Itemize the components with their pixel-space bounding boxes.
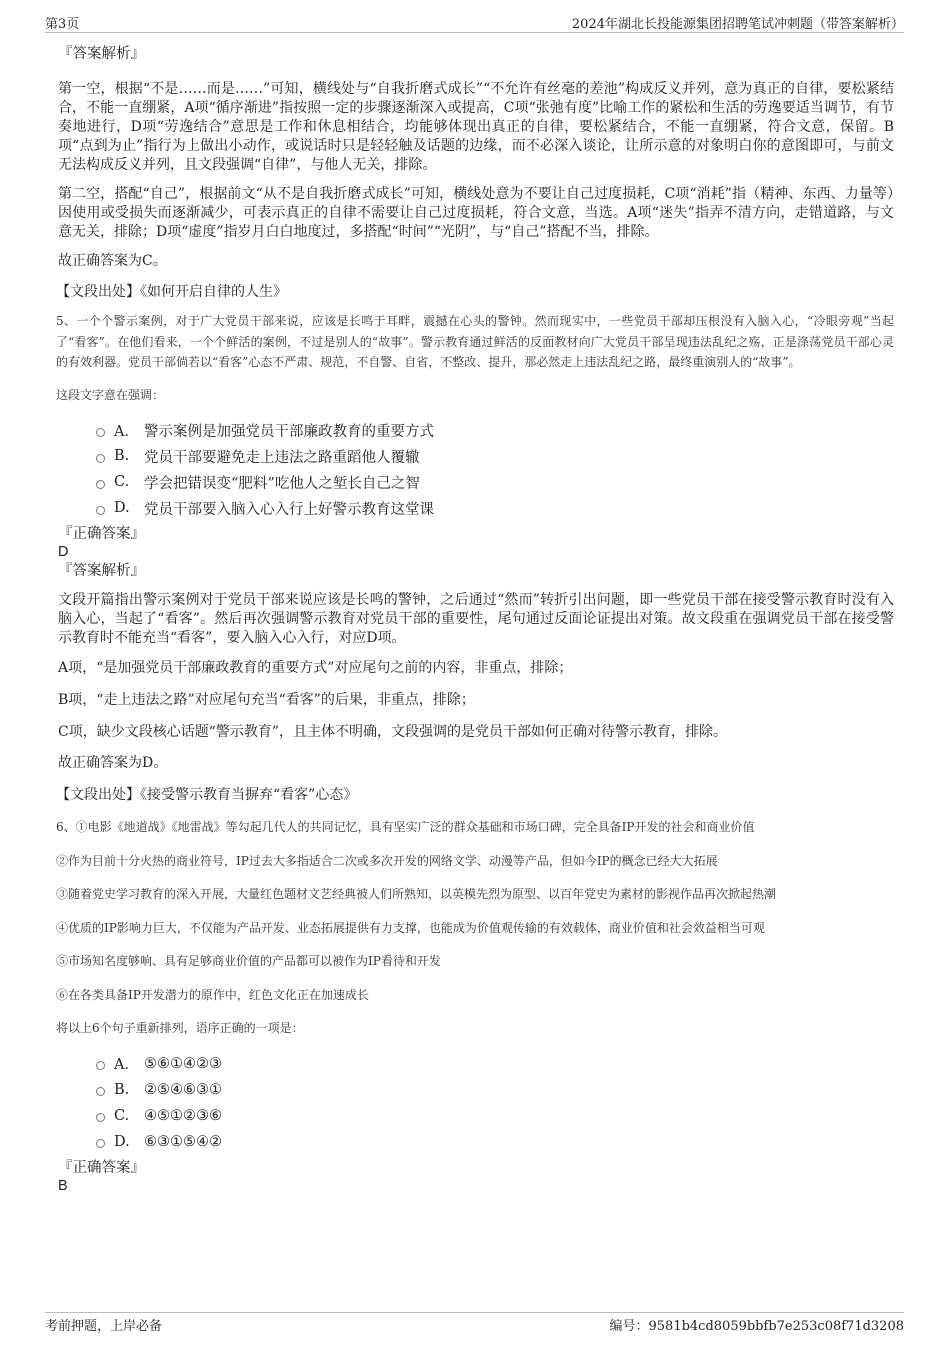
option-text: 党员干部要避免走上违法之路重蹈他人覆辙	[144, 449, 420, 466]
analysis-paragraph: C项，缺少文段核心话题“警示教育”，且主体不明确，文段强调的是党员干部如何正确对待警示教育，排除。	[58, 724, 728, 740]
question-prompt: 这段文字意在强调：	[56, 387, 165, 402]
option-b[interactable]	[96, 443, 894, 469]
document-body	[56, 45, 894, 1195]
option-text: 学会把错误变“肥料”吃他人之堑长自己之智	[144, 475, 420, 492]
analysis-conclusion: 故正确答案为D。	[58, 755, 168, 771]
option-key: C.	[114, 1107, 130, 1124]
radio-icon[interactable]	[96, 428, 105, 437]
footer-divider	[45, 1312, 904, 1313]
option-key: B.	[114, 448, 130, 464]
page-number: 第3页	[45, 17, 80, 32]
option-d[interactable]	[96, 495, 894, 521]
radio-icon[interactable]	[96, 506, 105, 515]
analysis-paragraph: 第一空，根据“不是……而是……”可知，横线处与“自我折磨式成长”“不允许有丝毫的差池”构成反义并列，意为真正的自律，要松紧结合，不能一直绷紧，A项“循序渐进”指按照一定的步骤逐渐深入或提高，C项“张弛有度”比喻工作的紧松和生活的劳逸要适当调节，有节奏地进行，D项“劳逸结合”意思是工作和休息相结合，均能够体现出真正的自律，要松紧结合，不能一直绷紧，符合文意，保留。B项“点到为止”指行为上做出小动作，或说话时只是轻轻触及话题的边缘，而不必深入谈论，让所示意的对象明白你的意图即可，与前文无法构成反义并列，且文段强调“自律”，与他人无关，排除。	[58, 81, 894, 173]
passage-source: 【文段出处】《如何开启自律的人生》	[56, 284, 287, 300]
sentence-item: 6、①电影《地道战》《地雷战》等勾起几代人的共同记忆，具有坚实广泛的群众基础和市场口碑，完全具备IP开发的社会和商业价值	[56, 820, 755, 834]
passage-source: 【文段出处】《接受警示教育当摒弃“看客”心态》	[56, 787, 358, 803]
analysis-label: 『答案解析』	[58, 46, 145, 62]
option-b[interactable]	[96, 1077, 894, 1103]
option-key: A．	[114, 1057, 139, 1073]
radio-icon[interactable]	[96, 1139, 105, 1148]
question-stem: 5、一个个警示案例，对于广大党员干部来说，应该是长鸣于耳畔，震撼在心头的警钟。然而现实中，一些党员干部却压根没有入脑入心，“冷眼旁观”当起了“看客”。在他们看来，一个个鲜活的案例，不过是别人的“故事”。警示教育通过鲜活的反面教材向广大党员干部呈现违法乱纪之殇，正是涤荡党员干部心灵的有效利器。党员干部倘若以“看客”心态不严肃、规范，不自警、自省，不整改、提升，那必然走上违法乱纪之路，最终重演别人的“故事”。	[56, 314, 894, 369]
option-a[interactable]	[96, 417, 894, 443]
option-key: C.	[114, 474, 130, 490]
footer-slogan: 考前押题，上岸必备	[45, 1319, 163, 1334]
sentence-item: ⑤市场知名度够响、具有足够商业价值的产品都可以被作为IP看待和开发	[56, 954, 441, 968]
sentence-item: ②作为目前十分火热的商业符号，IP过去大多指适合二次或多次开发的网络文学、动漫等产品，但如今IP的概念已经大大拓展	[56, 853, 718, 868]
option-c[interactable]	[96, 1103, 894, 1129]
page-footer	[0, 1302, 950, 1345]
analysis-paragraph: 第二空，搭配“自己”，根据前文“从不是自我折磨式成长”可知，横线处意为不要让自己过度损耗，C项“消耗”指（精神、东西、力量等）因使用或受损失而逐渐减少，可表示真正的自律不需要让自己过度损耗，符合文意，当选。A项“迷失”指弄不清方向，走错道路，与文意无关，排除；D项“虚度”指岁月白白地度过，多搭配“时间”“光阴”，与“自己”搭配不当，排除。	[58, 186, 894, 240]
option-d[interactable]	[96, 1129, 894, 1155]
page-header	[0, 0, 950, 33]
option-text: 党员干部要入脑入心入行上好警示教育这堂课	[144, 501, 434, 518]
sentence-item: ③随着党史学习教育的深入开展，大量红色题材文艺经典被人们所熟知，以英模先烈为原型、以百年党史为素材的影视作品再次掀起热潮	[56, 887, 777, 901]
option-text: ⑥③①⑤④②	[144, 1133, 222, 1150]
analysis-paragraph: 文段开篇指出警示案例对于党员干部来说应该是长鸣的警钟，之后通过“然而”转折引出问题，即一些党员干部在接受警示教育时没有入脑入心，当起了“看客”。然后再次强调警示教育对党员干部的重要性，尾句通过反面论证提出对策。故文段重在强调党员干部在接受警示教育时不能充当“看客”，要入脑入心入行，对应D项。	[58, 592, 894, 646]
analysis-label: 『答案解析』	[58, 563, 145, 579]
question-prompt: 将以上6个句子重新排列，语序正确的一项是：	[56, 1021, 304, 1035]
option-text: ②⑤④⑥③①	[144, 1081, 222, 1098]
option-key: B.	[114, 1081, 130, 1098]
analysis-paragraph: B项，“走上违法之路”对应尾句充当“看客”的后果，非重点，排除；	[58, 692, 475, 708]
sentence-item: ④优质的IP影响力巨大，不仅能为产品开发、业态拓展提供有力支撑，也能成为价值观传输的有效载体，商业价值和社会效益相当可观	[56, 920, 765, 935]
radio-icon[interactable]	[96, 454, 105, 463]
correct-answer-label: 『正确答案』	[58, 1159, 145, 1176]
header-divider	[45, 32, 904, 33]
option-key: A．	[114, 423, 139, 440]
radio-icon[interactable]	[96, 480, 105, 489]
document-id: 编号：9581b4cd8059bbfb7e253c08f71d3208	[609, 1319, 904, 1334]
correct-answer: D	[58, 544, 69, 560]
option-text: 警示案例是加强党员干部廉政教育的重要方式	[144, 423, 434, 440]
analysis-paragraph: A项，“是加强党员干部廉政教育的重要方式”对应尾句之前的内容，非重点，排除；	[58, 660, 573, 676]
option-key: D.	[114, 500, 130, 516]
option-text: ④⑤①②③⑥	[144, 1107, 222, 1124]
option-key: D.	[114, 1133, 130, 1150]
options-list	[96, 417, 894, 521]
options-list	[96, 1051, 894, 1155]
document-title: 2024年湖北长投能源集团招聘笔试冲刺题（带答案解析）	[571, 17, 904, 32]
option-text: ⑤⑥①④②③	[144, 1055, 222, 1072]
radio-icon[interactable]	[96, 1087, 105, 1096]
correct-answer-label: 『正确答案』	[58, 526, 145, 542]
option-a[interactable]	[96, 1051, 894, 1077]
radio-icon[interactable]	[96, 1061, 105, 1070]
analysis-conclusion: 故正确答案为C。	[58, 253, 167, 269]
radio-icon[interactable]	[96, 1113, 105, 1122]
option-c[interactable]	[96, 469, 894, 495]
sentence-item: ⑥在各类具备IP开发潜力的原作中，红色文化正在加速成长	[56, 987, 369, 1002]
correct-answer: B	[58, 1177, 68, 1194]
